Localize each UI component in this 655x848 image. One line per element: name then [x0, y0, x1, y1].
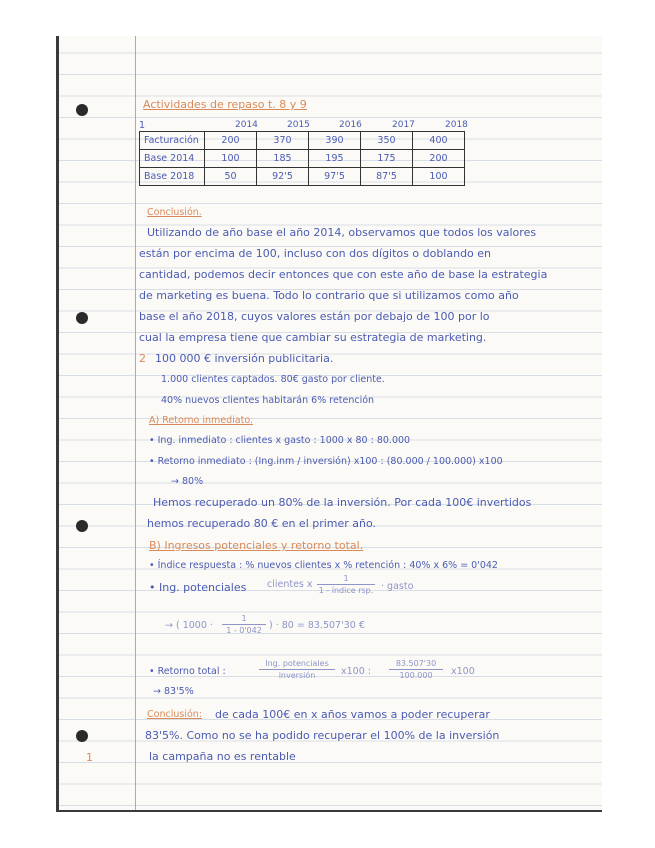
- text-line: 83'5%. Como no se ha podido recuperar el 100% de la inversión: [145, 729, 500, 742]
- fraction-numerator: 1: [343, 574, 349, 583]
- formula-line: • Ing. inmediato : clientes x gasto : 1000 x 80 : 80.000: [149, 435, 411, 446]
- result-line: → 80%: [171, 476, 204, 487]
- text-line: 40% nuevos clientes habitarán 6% retención: [161, 395, 375, 406]
- table-cell: 400: [413, 132, 465, 150]
- index-table: [139, 131, 465, 186]
- table-row: [140, 132, 465, 150]
- table-cell: 100: [413, 168, 465, 186]
- fraction-denominator: 100.000: [399, 671, 433, 680]
- table-cell: 350: [361, 132, 413, 150]
- text-line: cual la empresa tiene que cambiar su estrategia de marketing.: [139, 331, 487, 344]
- fraction-denominator: inversión: [278, 671, 316, 680]
- fraction-numerator: 83.507'30: [395, 659, 437, 668]
- row-label: Base 2018: [140, 168, 205, 186]
- formula-line: • Retorno inmediato : (Ing.inm / inversión) x100 : (80.000 / 100.000) x100: [149, 456, 503, 467]
- fraction-numerator: 1: [241, 614, 247, 623]
- exercise-number: 1: [139, 120, 146, 131]
- table-cell: 175: [361, 150, 413, 168]
- conclusion-heading: Conclusión:: [147, 709, 202, 720]
- formula-part: · gasto: [381, 581, 414, 592]
- formula-part: x100: [451, 666, 475, 677]
- fraction-bar: [222, 624, 266, 625]
- formula-part: ) · 80 = 83.507'30 €: [269, 620, 365, 631]
- year-header: 2017: [392, 120, 415, 130]
- table-cell: 97'5: [309, 168, 361, 186]
- table-row: [140, 150, 465, 168]
- fraction: [317, 574, 375, 595]
- fraction-bar: [317, 584, 375, 585]
- binder-hole: [76, 104, 88, 116]
- section-heading: B) Ingresos potenciales y retorno total.: [149, 539, 364, 552]
- table-cell: 87'5: [361, 168, 413, 186]
- table-cell: 195: [309, 150, 361, 168]
- table-cell: 200: [205, 132, 257, 150]
- fraction: [389, 659, 443, 680]
- formula-part: → ( 1000 ·: [165, 620, 213, 631]
- table-cell: 200: [413, 150, 465, 168]
- result-line: → 83'5%: [153, 686, 194, 697]
- text-line: base el año 2018, cuyos valores están por debajo de 100 por lo: [139, 310, 490, 323]
- text-line: Hemos recuperado un 80% de la inversión. Por cada 100€ invertidos: [153, 496, 532, 509]
- text-line: 1.000 clientes captados. 80€ gasto por cliente.: [161, 374, 385, 385]
- text-line: de marketing es buena. Todo lo contrario que si utilizamos como año: [139, 289, 519, 302]
- conclusion-heading: Conclusión.: [147, 207, 202, 218]
- row-label: Base 2014: [140, 150, 205, 168]
- table-cell: 92'5: [257, 168, 309, 186]
- formula-label: • Ing. potenciales: [149, 581, 247, 594]
- margin-mark: 1: [86, 751, 93, 764]
- year-header: 2015: [287, 120, 310, 130]
- fraction-bar: [389, 669, 443, 670]
- table-cell: 370: [257, 132, 309, 150]
- binder-hole: [76, 730, 88, 742]
- table-cell: 50: [205, 168, 257, 186]
- fraction: [222, 614, 266, 635]
- year-header: 2016: [339, 120, 362, 130]
- fraction: [259, 659, 335, 680]
- text-line: hemos recuperado 80 € en el primer año.: [147, 517, 377, 530]
- fraction-denominator: 1 - 0'042: [226, 626, 262, 635]
- fraction-bar: [259, 669, 335, 670]
- year-header: 2018: [445, 120, 468, 130]
- formula-line: • Índice respuesta : % nuevos clientes x % retención : 40% x 6% = 0'042: [149, 560, 498, 571]
- binder-hole: [76, 312, 88, 324]
- margin-line: [135, 36, 136, 810]
- formula-label: • Retorno total :: [149, 666, 226, 677]
- table-cell: 390: [309, 132, 361, 150]
- table-cell: 100: [205, 150, 257, 168]
- fraction-denominator: 1 - índice rsp.: [318, 586, 374, 595]
- year-header: 2014: [235, 120, 258, 130]
- text-line: Utilizando de año base el año 2014, observamos que todos los valores: [147, 226, 537, 239]
- text-line: la campaña no es rentable: [149, 750, 296, 763]
- table-row: [140, 168, 465, 186]
- table-cell: 185: [257, 150, 309, 168]
- section-heading: A) Retorno inmediato.: [149, 415, 254, 426]
- fraction-numerator: Ing. potenciales: [265, 659, 329, 668]
- page-title: Actividades de repaso t. 8 y 9: [143, 98, 307, 111]
- notebook-page: [56, 36, 602, 812]
- formula-part: x100 :: [341, 666, 371, 677]
- text-line: de cada 100€ en x años vamos a poder recuperar: [215, 708, 490, 721]
- formula-part: clientes x: [267, 579, 313, 590]
- text-line: 100 000 € inversión publicitaria.: [155, 352, 334, 365]
- exercise-number: 2: [139, 352, 146, 365]
- text-line: cantidad, podemos decir entonces que con este año de base la estrategia: [139, 268, 548, 281]
- row-label: Facturación: [140, 132, 205, 150]
- binder-hole: [76, 520, 88, 532]
- text-line: están por encima de 100, incluso con dos dígitos o doblando en: [139, 247, 492, 260]
